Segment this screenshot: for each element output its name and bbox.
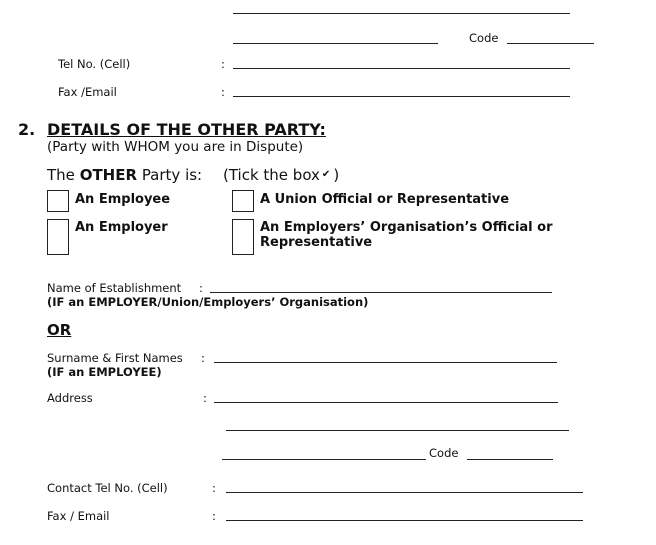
checkbox-employee[interactable] (47, 190, 69, 212)
tel-label-top: Tel No. (Cell) (58, 57, 131, 71)
tel-line-top[interactable] (233, 68, 570, 69)
prompt-rest: Party is: (141, 166, 203, 184)
option-union-label: A Union Official or Representative (260, 192, 510, 207)
fax-colon-top: : (221, 85, 225, 99)
tick-instruction (223, 166, 339, 184)
code-field[interactable] (467, 459, 553, 460)
surname-field[interactable] (214, 362, 557, 363)
contact-tel-label: Contact Tel No. (Cell) (47, 481, 168, 495)
section-subtitle: (Party with WHOM you are in Dispute) (47, 139, 304, 155)
address-field-3[interactable] (222, 459, 426, 460)
address-label: Address (47, 391, 93, 405)
section-number: 2. (18, 120, 36, 139)
fax-label-top: Fax /Email (58, 85, 117, 99)
tick-text: (Tick the box (223, 166, 320, 184)
address-line-partial[interactable] (233, 43, 438, 44)
address-colon: : (203, 391, 207, 405)
establishment-field[interactable] (210, 292, 552, 293)
fax-email-label: Fax / Email (47, 509, 110, 523)
code-line-top[interactable] (507, 43, 594, 44)
address-line-top[interactable] (233, 13, 570, 14)
code-label-top: Code (469, 31, 499, 45)
fax-line-top[interactable] (233, 96, 570, 97)
checkbox-employer[interactable] (47, 219, 69, 255)
code-label: Code (429, 446, 459, 460)
establishment-colon: : (199, 281, 203, 295)
surname-colon: : (201, 351, 205, 365)
or-divider: OR (47, 321, 72, 339)
option-employee-label: An Employee (75, 192, 171, 207)
contact-tel-field[interactable] (226, 492, 583, 493)
checkbox-union-official[interactable] (232, 190, 254, 212)
section-title: DETAILS OF THE OTHER PARTY: (47, 120, 326, 139)
address-field-2[interactable] (226, 430, 569, 431)
establishment-note: (IF an EMPLOYER/Union/Employers’ Organisation) (47, 295, 369, 309)
option-org-label-line1: An Employers’ Organisation’s Official or (260, 220, 553, 235)
option-employer-label: An Employer (75, 220, 168, 235)
surname-label: Surname & First Names (47, 351, 183, 365)
tick-mark-icon: ✔ (321, 169, 331, 180)
prompt-other: OTHER (79, 166, 138, 184)
tel-colon-top: : (221, 57, 225, 71)
checkbox-employers-organisation[interactable] (232, 219, 254, 255)
tick-close: ) (333, 166, 340, 184)
surname-note: (IF an EMPLOYEE) (47, 365, 162, 379)
fax-email-field[interactable] (226, 520, 583, 521)
party-prompt (47, 166, 202, 184)
establishment-label: Name of Establishment (47, 281, 182, 295)
contact-tel-colon: : (212, 481, 216, 495)
option-org-label-line2: Representative (260, 235, 373, 250)
prompt-the: The (47, 166, 75, 184)
address-field-1[interactable] (214, 402, 558, 403)
fax-email-colon: : (212, 509, 216, 523)
